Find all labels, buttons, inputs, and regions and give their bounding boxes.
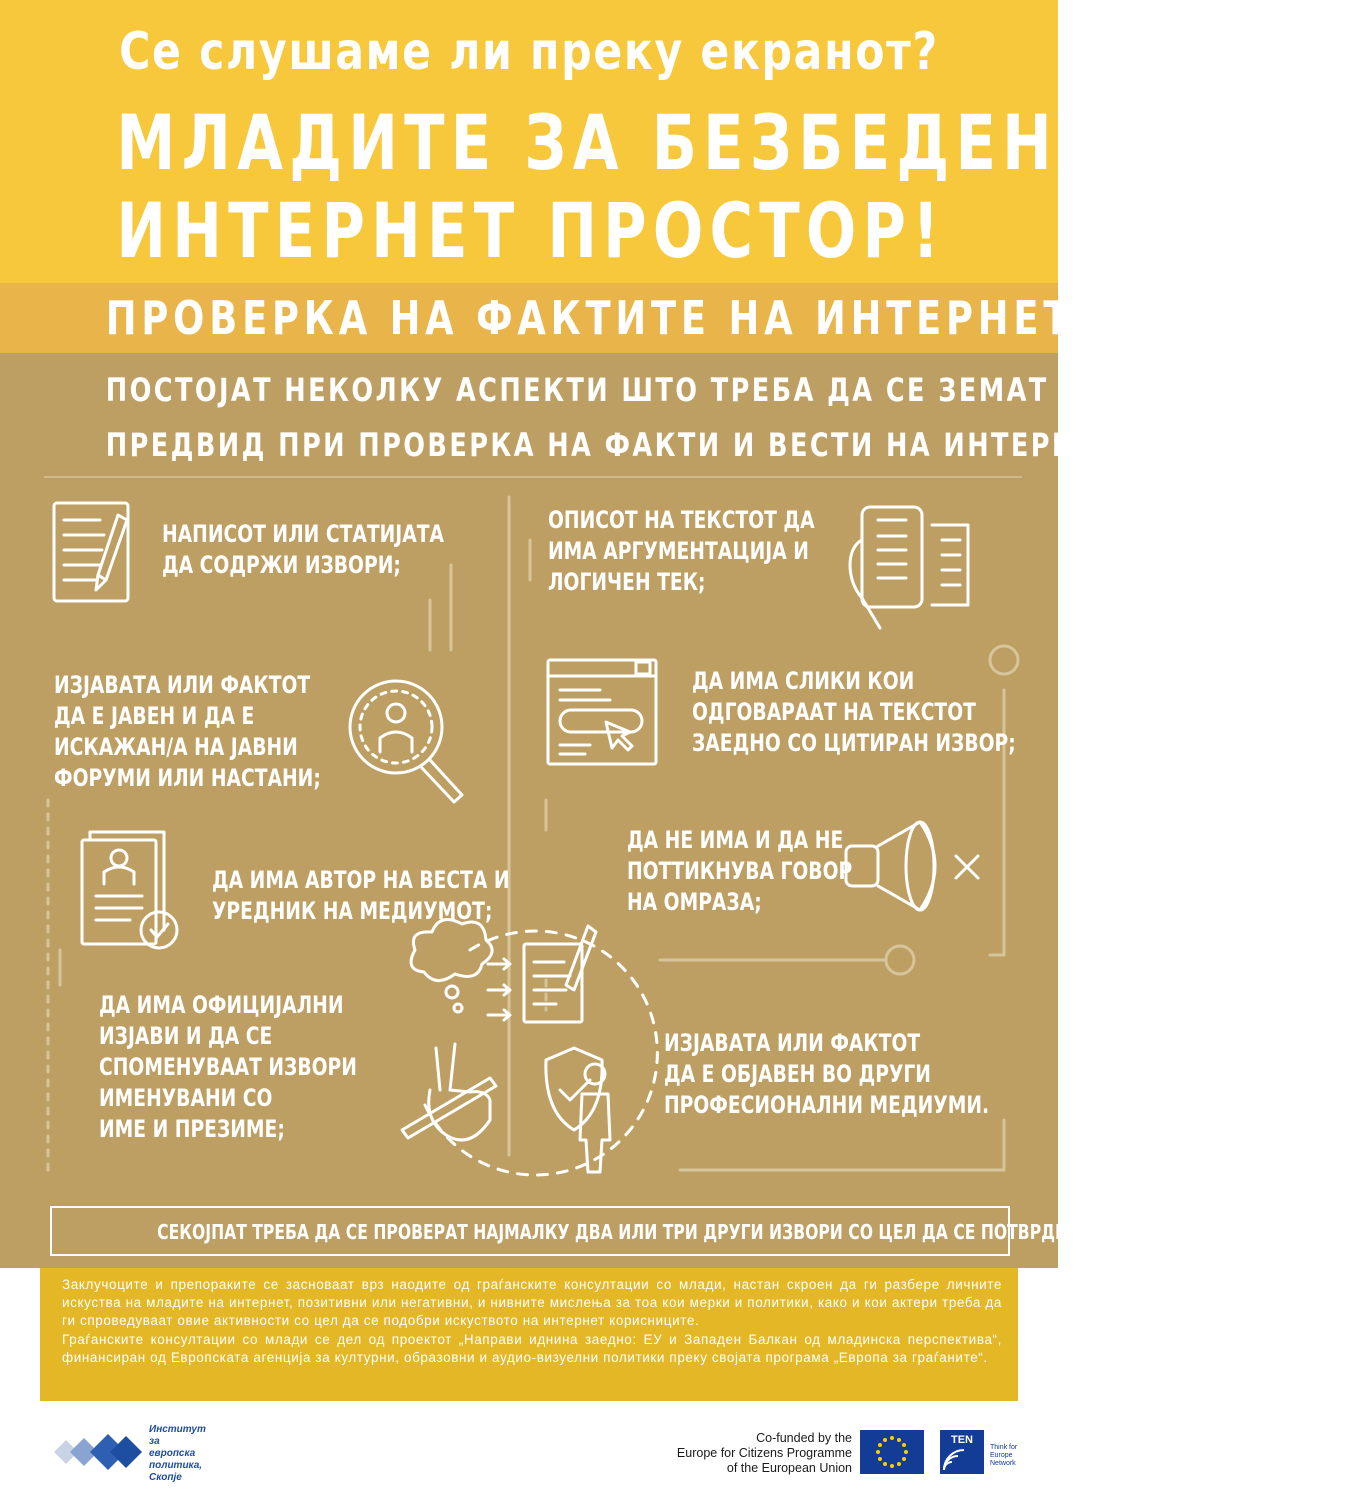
item-argument-text: ОПИСОТ НА ТЕКСТОТ ДА ИМА АРГУМЕНТАЦИЈА И ЛОГИЧЕН ТЕК; bbox=[548, 506, 815, 596]
item-official-text: ДА ИМА ОФИЦИЈАЛНИ ИЗЈАВИ И ДА СЕ СПОМЕНУВААТ ИЗВОРИ ИМЕНУВАНИ СО ИМЕ И ПРЕЗИМЕ; bbox=[99, 991, 357, 1143]
page-title-line-1: МЛАДИТЕ ЗА БЕЗБЕДЕН bbox=[116, 98, 1059, 187]
ten-network-text: Think for Europe Network bbox=[990, 1444, 1018, 1467]
eu-flag-logo bbox=[860, 1430, 924, 1474]
intro-line-2: ПРЕДВИД ПРИ ПРОВЕРКА НА ФАКТИ И ВЕСТИ НА ИНТЕРНЕТ: bbox=[105, 426, 1129, 464]
item-images-text: ДА ИМА СЛИКИ КОИ ОДГОВАРААТ НА ТЕКСТОТ ЗАЕДНО СО ЦИТИРАН ИЗВОР; bbox=[692, 667, 1016, 757]
page-subtitle: ПРОВЕРКА НА ФАКТИТЕ НА ИНТЕРНЕТ bbox=[105, 291, 1074, 345]
item-public-text: ИЗЈАВАТА ИЛИ ФАКТОТ ДА Е ЈАВЕН И ДА Е ИСКАЖАН/А НА ЈАВНИ ФОРУМИ ИЛИ НАСТАНИ; bbox=[54, 671, 321, 792]
ten-logo-label: TEN bbox=[951, 1434, 973, 1446]
ten-logo bbox=[940, 1430, 984, 1474]
institute-logo-text: Институт за европска политика, Скопје bbox=[149, 1424, 206, 1483]
intro-divider bbox=[44, 476, 1022, 478]
intro-line-1: ПОСТОЈАТ НЕКОЛКУ АСПЕКТИ ШТО ТРЕБА ДА СЕ ЗЕМАТ bbox=[105, 371, 1049, 409]
page-title-line-2: ИНТЕРНЕТ ПРОСТОР! bbox=[116, 186, 946, 275]
item-published-text: ИЗЈАВАТА ИЛИ ФАКТОТ ДА Е ОБЈАВЕН ВО ДРУГИ ПРОФЕСИОНАЛНИ МЕДИУМИ. bbox=[664, 1029, 990, 1119]
eu-stars-icon bbox=[860, 1430, 924, 1474]
cta-text: СЕКОЈПАТ ТРЕБА ДА СЕ ПРОВЕРАТ НАЈМАЛКУ ДВА ИЛИ ТРИ ДРУГИ ИЗВОРИ СО ЦЕЛ ДА СЕ ПОТВРДИ ДАЛИ ВЕСТА Е ТОЧНА ИЛИ НЕ! bbox=[157, 1220, 1352, 1244]
footer-paragraph-1: Заклучоците и препораките се засноваат врз наодите од граѓанските консултации со млади, настан скроен да ги разбере личните искуства на младите на интернет, позитивни или негативни, и нивните мислења за тоа кои мерки и политики, како и кои актери треба да ги спроведуваат овие активности со цел да се подобри искуството на интернет корисниците. bbox=[62, 1277, 1002, 1328]
item-sources-text: НАПИСОТ ИЛИ СТАТИЈАТА ДА СОДРЖИ ИЗВОРИ; bbox=[162, 520, 444, 579]
institute-logo bbox=[44, 1422, 144, 1482]
footer-paragraph-2: Граѓанските консултации со млади се дел од проектот „Направи иднина заедно: ЕУ и Западен Балкан од младинска перспектива“, финансиран од Европската агенција за културни, образовни и аудио-визуелни политики преку својата програма „Европа за граѓаните“. bbox=[62, 1332, 1002, 1365]
cta-box bbox=[50, 1206, 1352, 1256]
cofund-text: Co-funded by the Europe for Citizens Programme of the European Union bbox=[676, 1431, 852, 1475]
item-author-text: ДА ИМА АВТОР НА ВЕСТА И УРЕДНИК НА МЕДИУМОТ; bbox=[212, 866, 510, 925]
page-title-question: Се слушаме ли преку екранот? bbox=[119, 22, 939, 82]
item-hate-speech-text: ДА НЕ ИМА И ДА НЕ ПОТТИКНУВА ГОВОР НА ОМРАЗА; bbox=[627, 826, 853, 916]
signal-arcs-icon bbox=[940, 1446, 984, 1472]
